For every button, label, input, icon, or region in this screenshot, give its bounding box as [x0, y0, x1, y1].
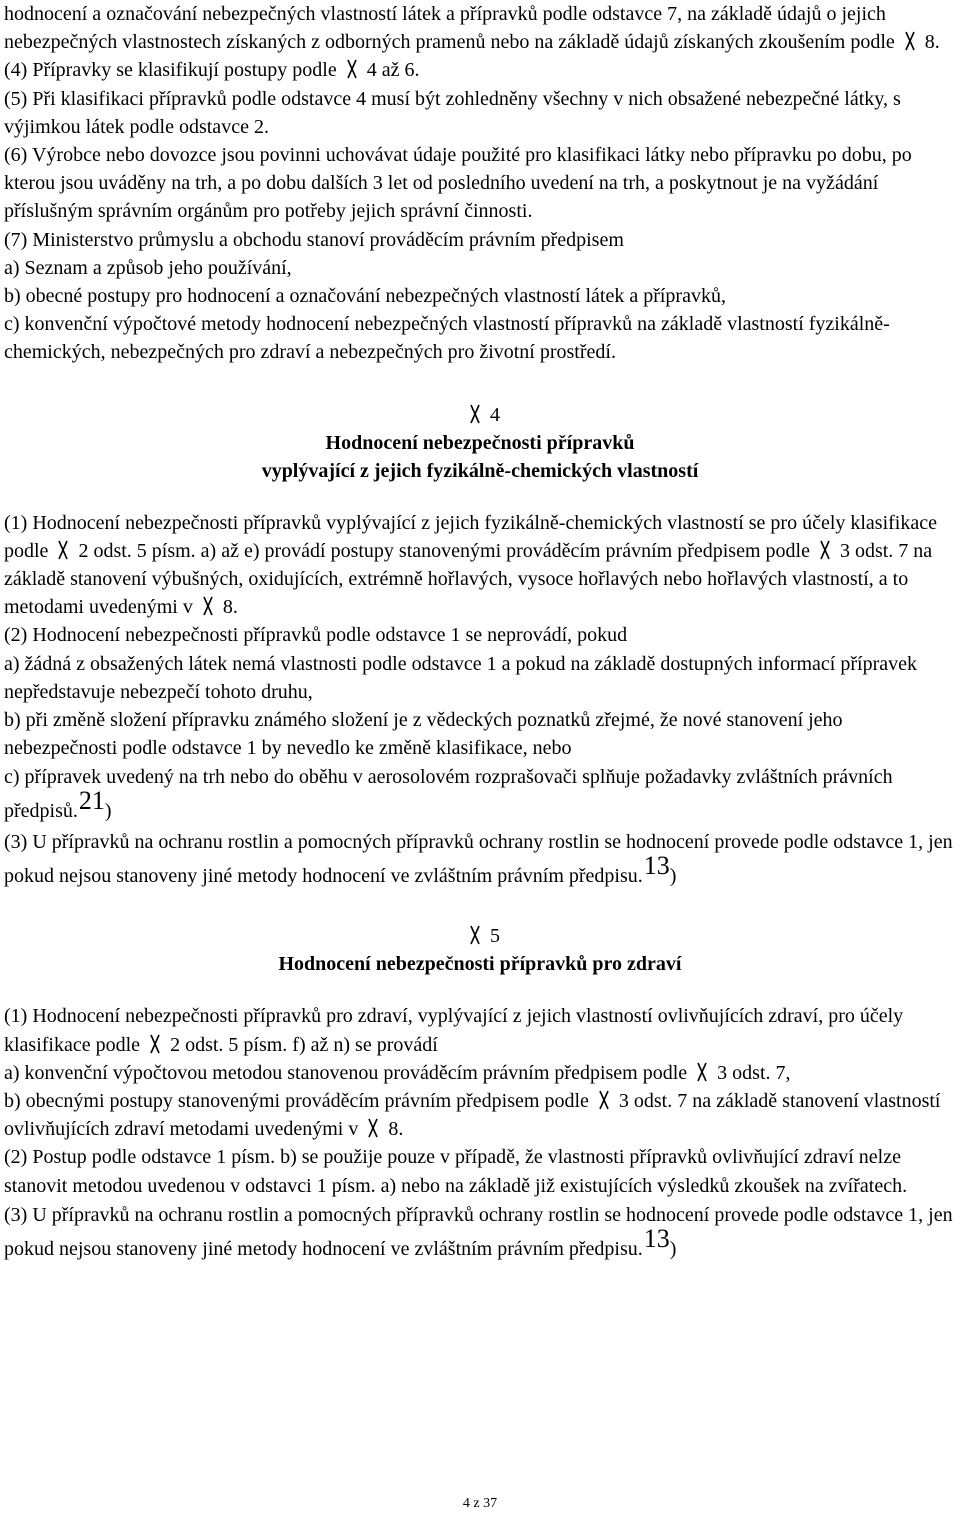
section-sign-icon	[148, 1034, 162, 1054]
section-5-number	[4, 922, 956, 950]
section-sign-icon	[597, 1090, 611, 1110]
section-sign-icon	[903, 31, 917, 51]
section-5-paragraph-1	[4, 1002, 956, 1058]
section-4-paragraph-2c	[4, 762, 956, 827]
text-span: 8.	[388, 1118, 404, 1141]
text-span: (1) Hodnocení nebezpečnosti přípravků pro zdraví, vyplývající z jejich vlastností ovlivňujících zdraví, pro účely klasifikace podle	[4, 1005, 904, 1056]
text-span: 3 odst. 7 na základě stanovení vlastností ovlivňujících zdraví metodami uvedenými v	[4, 1090, 941, 1141]
text-span: 5	[490, 925, 500, 948]
section-4-paragraph-2: (2) Hodnocení nebezpečnosti přípravků podle odstavce 1 se neprovádí, pokud	[4, 624, 628, 647]
paragraph-7c: c) konvenční výpočtové metody hodnocení nebezpečných vlastností přípravků na základě vlastností fyzikálně-chemických, nebezpečných pro zdraví a nebezpečných pro životní prostředí.	[4, 313, 890, 364]
section-4-paragraph-3	[4, 827, 956, 892]
text-span: 3 odst. 7,	[717, 1061, 791, 1084]
text-span: c) přípravek uvedený na trh nebo do oběhu v aerosolovém rozprašovači splňuje požadavky zvláštních právních předpisů.	[4, 766, 893, 823]
text-span: hodnocení a označování nebezpečných vlastností látek a přípravků podle odstavce 7, na základě údajů o jejich nebezpečných vlastnostech získaných z odborných pramenů nebo na základě údajů získaných zkoušením podle	[4, 3, 895, 54]
text-span: (4) Přípravky se klasifikují postupy podle	[4, 59, 337, 82]
section-5-title: Hodnocení nebezpečnosti přípravků pro zdraví	[278, 953, 682, 976]
paragraph-6: (6) Výrobce nebo dovozce jsou povinni uchovávat údaje použité pro klasifikaci látky nebo přípravku po dobu, po kterou jsou uváděny na trh, a po dobu dalších 3 let od posledního uvedení na trh, a poskytnout je na vyžádání příslušným správním orgánům pro potřeby jejich správní činnosti.	[4, 144, 912, 223]
text-span: 8.	[222, 596, 238, 619]
footnote-paren: )	[669, 865, 677, 888]
text-span: 3 odst. 7 na základě stanovení výbušných, oxidujících, extrémně hořlavých, vysoce hořlavých nebo hořlavých vlastností, a to metodami uvedenými v	[4, 539, 933, 619]
document-page	[4, 0, 956, 1265]
section-sign-icon	[818, 540, 832, 560]
section-5-paragraph-1a	[4, 1059, 956, 1087]
text-span: 4	[490, 403, 500, 426]
paragraph-7b: b) obecné postupy pro hodnocení a označování nebezpečných vlastností látek a přípravků,	[4, 285, 726, 308]
text-span: (3) U přípravků na ochranu rostlin a pomocných přípravků ochrany rostlin se hodnocení provede podle odstavce 1, jen pokud nejsou stanoveny jiné metody hodnocení ve zvláštním právním předpisu.	[4, 831, 953, 888]
text-span: a) konvenční výpočtovou metodou stanovenou prováděcím právním předpisem podle	[4, 1061, 688, 1084]
section-sign-icon	[56, 540, 70, 560]
section-sign-icon	[366, 1118, 380, 1138]
section-sign-icon	[345, 59, 359, 79]
section-4-paragraph-2a: a) žádná z obsažených látek nemá vlastnosti podle odstavce 1 a pokud na základě dostupných informací přípravek nepředstavuje nebezpečí tohoto druhu,	[4, 652, 917, 703]
footnote-paren: )	[104, 800, 112, 823]
section-5-paragraph-1b	[4, 1087, 956, 1143]
paragraph-7: (7) Ministerstvo průmyslu a obchodu stanoví prováděcím právním předpisem	[4, 228, 624, 251]
text-span: 2 odst. 5 písm. a) až e) provádí postupy stanovenými prováděcím právním předpisem podle	[78, 539, 810, 562]
section-5-paragraph-3	[4, 1200, 956, 1265]
section-4-number	[4, 401, 956, 429]
text-span: 4 až 6.	[366, 59, 420, 82]
text-span: 8.	[924, 31, 940, 54]
section-sign-icon	[468, 925, 482, 945]
section-4-title-line2: vyplývající z jejich fyzikálně-chemických vlastností	[261, 459, 699, 482]
text-span: (3) U přípravků na ochranu rostlin a pomocných přípravků ochrany rostlin se hodnocení provede podle odstavce 1, jen pokud nejsou stanoveny jiné metody hodnocení ve zvláštním právním předpisu.	[4, 1203, 953, 1260]
paragraph-5: (5) Při klasifikaci přípravků podle odstavce 4 musí být zohledněny všechny v nich obsažené nebezpečné látky, s výjimkou látek podle odstavce 2.	[4, 87, 901, 138]
section-4-paragraph-2b: b) při změně složení přípravku známého složení je z vědeckých poznatků zřejmé, že nové stanovení jeho nebezpečnosti podle odstavce 1 by nevedlo ke změně klasifikace, nebo	[4, 709, 843, 760]
section-4-paragraph-1	[4, 509, 956, 622]
section-sign-icon	[201, 596, 215, 616]
footnote-ref-13[interactable]: 13	[643, 1223, 670, 1253]
footnote-ref-21[interactable]: 21	[78, 786, 105, 816]
footnote-paren: )	[669, 1237, 677, 1260]
text-span: b) obecnými postupy stanovenými prováděcím právním předpisem podle	[4, 1090, 589, 1113]
paragraph-4	[4, 56, 956, 84]
section-sign-icon	[695, 1062, 709, 1082]
footnote-ref-13[interactable]: 13	[643, 851, 670, 881]
text-span: (1) Hodnocení nebezpečnosti přípravků vyplývající z jejich fyzikálně-chemických vlastností se pro účely klasifikace podle	[4, 511, 937, 562]
page-number: 4 z 37	[462, 1496, 498, 1511]
text-span: 2 odst. 5 písm. f) až n) se provádí	[170, 1033, 438, 1056]
section-sign-icon	[468, 404, 482, 424]
paragraph-continuation	[4, 0, 956, 56]
section-4-title-line1: Hodnocení nebezpečnosti přípravků	[325, 431, 635, 454]
paragraph-7a: a) Seznam a způsob jeho používání,	[4, 256, 292, 279]
section-5-paragraph-2: (2) Postup podle odstavce 1 písm. b) se použije pouze v případě, že vlastnosti přípravků ovlivňující zdraví nelze stanovit metodou uvedenou v odstavci 1 písm. a) nebo na základě již existujících výsledků zkoušek na zvířatech.	[4, 1146, 908, 1197]
